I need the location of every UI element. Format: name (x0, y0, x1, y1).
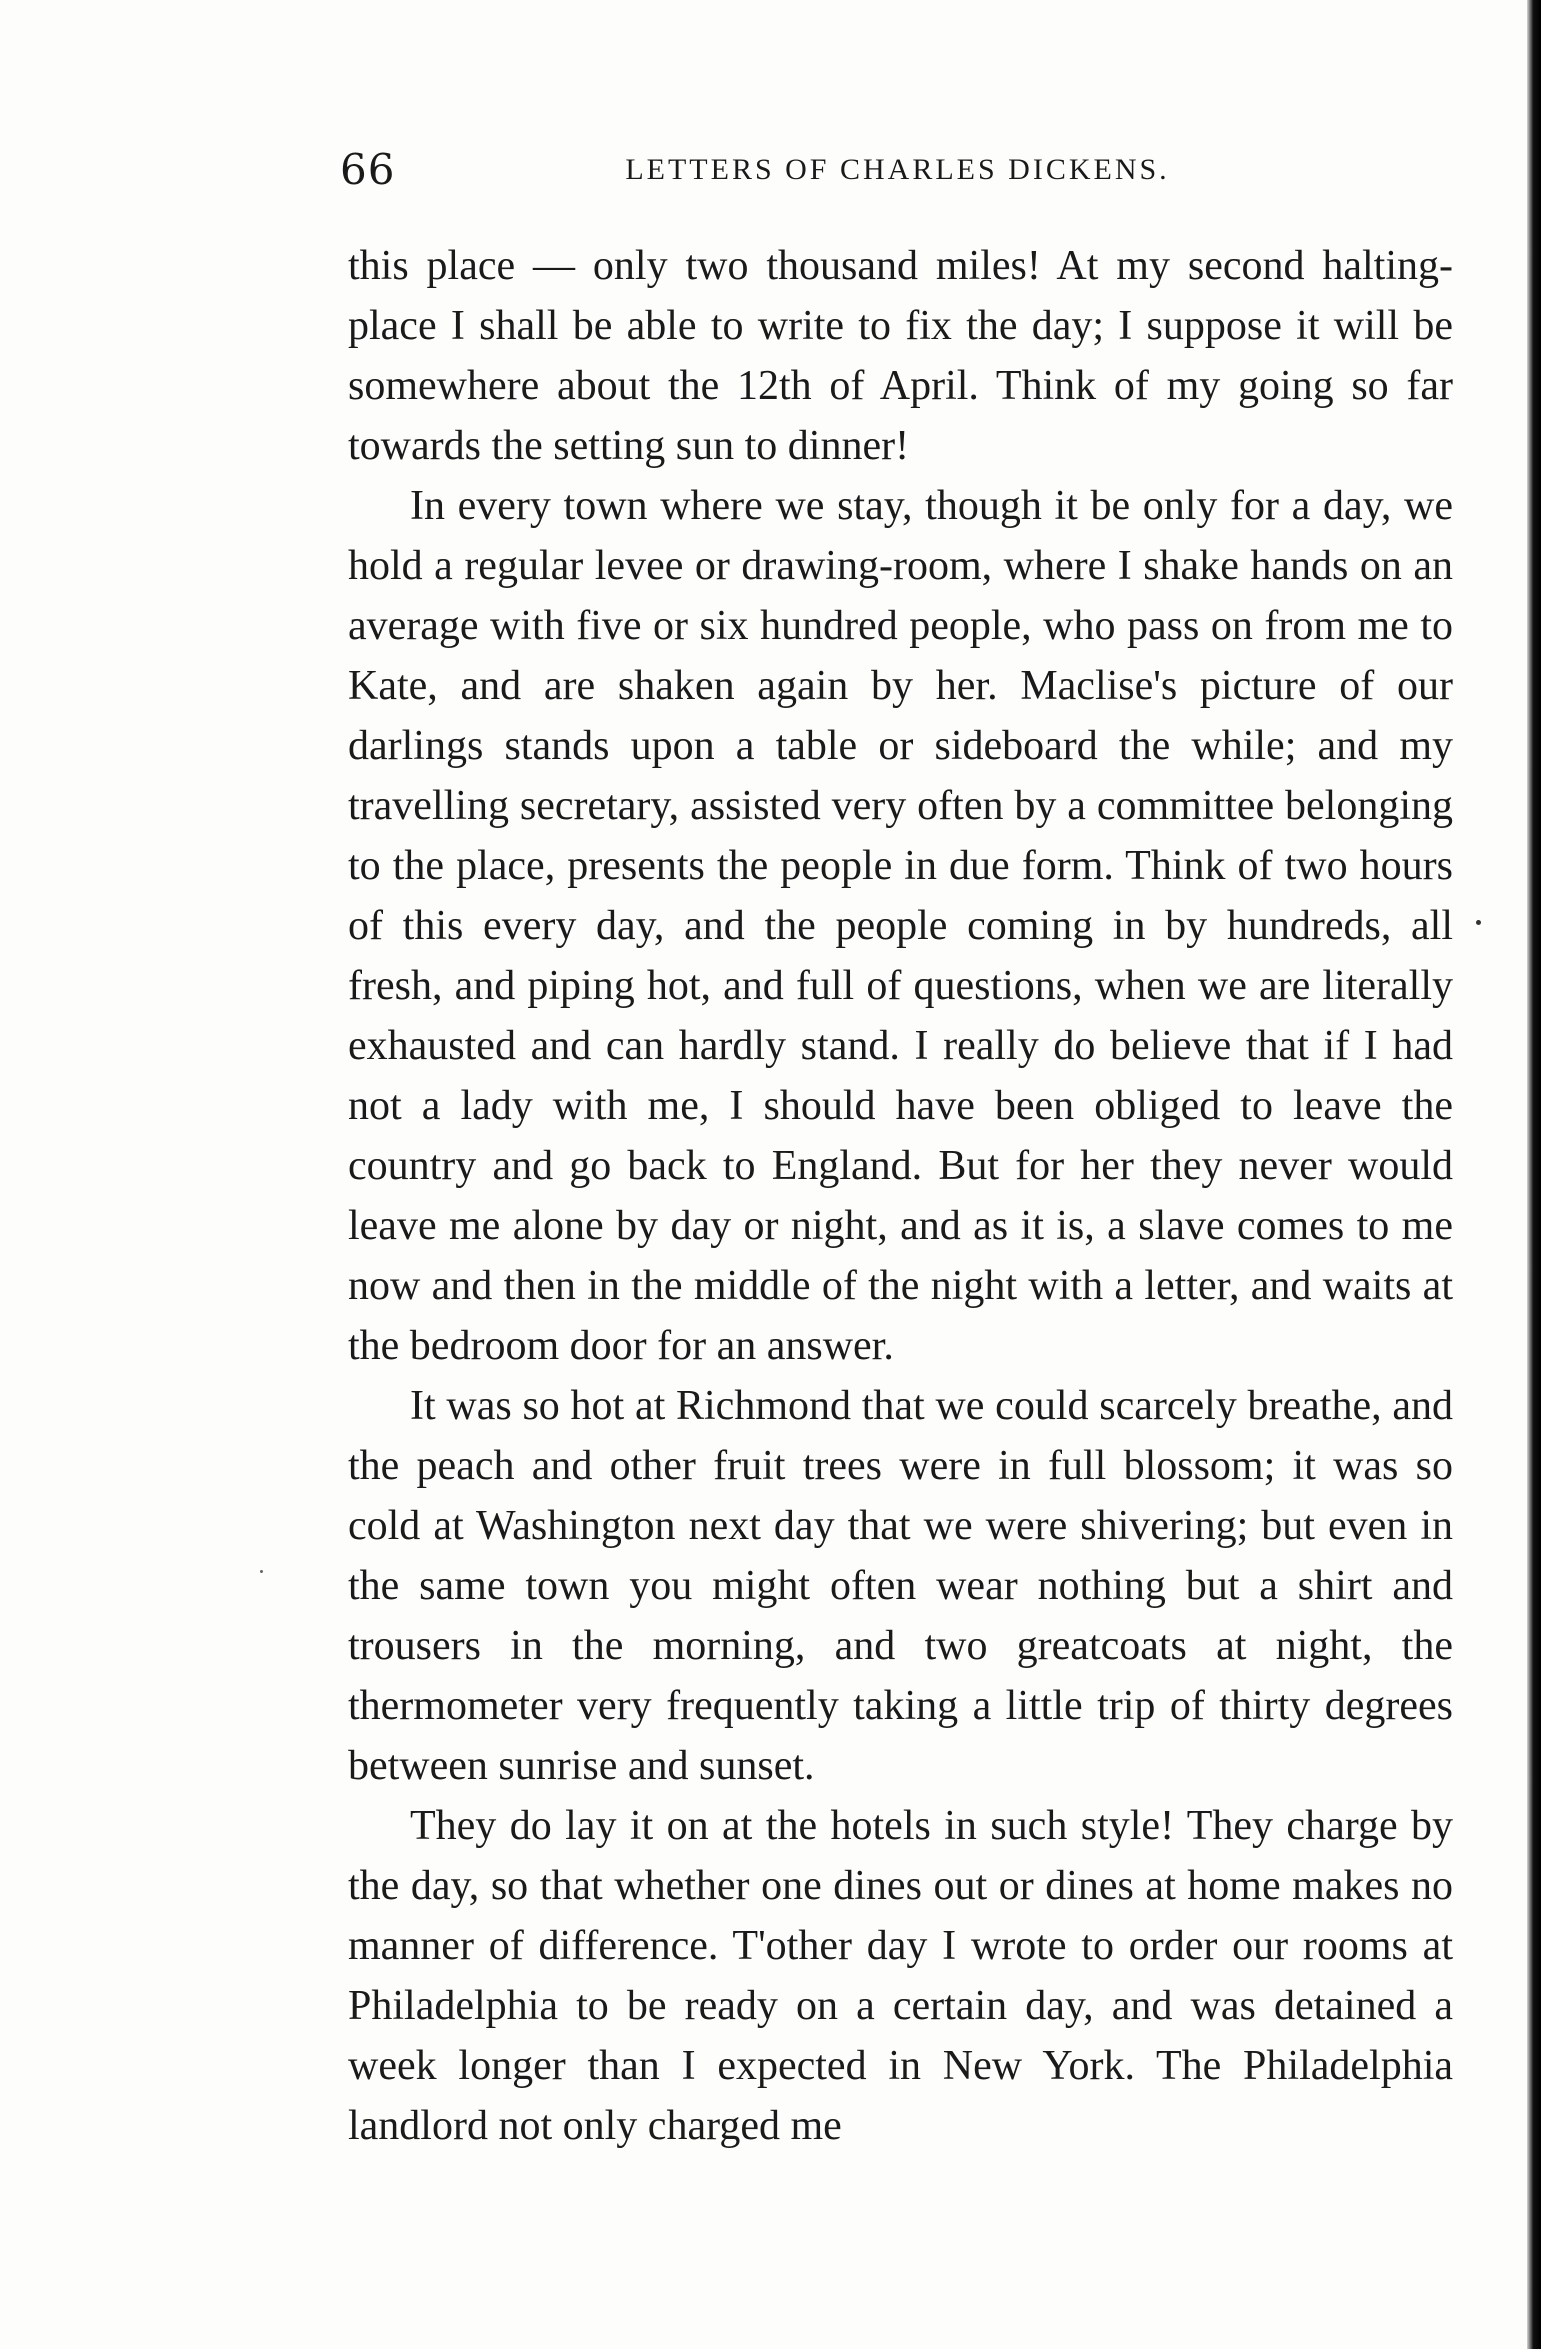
body-text (348, 236, 1453, 2156)
page-number: 66 (340, 145, 396, 194)
margin-mark (260, 1570, 263, 1573)
page-header (340, 140, 1455, 200)
paragraph-continuation: this place — only two thousand miles! At my second halting-place I shall be able to write to fix the day; I suppose it will be somewhere about the 12th of April. Think of my going so far towards the setting sun to dinner! (348, 243, 1453, 469)
margin-speck (1476, 920, 1481, 925)
paragraph-weather: It was so hot at Richmond that we could scarcely breathe, and the peach and other fruit trees were in full blossom; it was so cold at Washington next day that we were shivering; but even in the same town you might often wear nothing but a shirt and trousers in the morning, and two greatcoats at night, the thermometer very frequently taking a little trip of thirty degrees between sunrise and sunset. (348, 1383, 1453, 1789)
paragraph-hotels: They do lay it on at the hotels in such style! They charge by the day, so that whether one dines out or dines at home makes no manner of difference. T'other day I wrote to order our rooms at Philadelphia to be ready on a certain day, and was detained a week longer than I expected in New York. The Philadelphia landlord not only charged me (348, 1803, 1453, 2149)
paragraph-levee: In every town where we stay, though it be only for a day, we hold a regular levee or drawing-room, where I shake hands on an average with five or six hundred people, who pass on from me to Kate, and are shaken again by her. Maclise's picture of our darlings stands upon a table or sideboard the while; and my travelling secretary, assisted very often by a committee belonging to the place, presents the people in due form. Think of two hours of this every day, and the people coming in by hundreds, all fresh, and piping hot, and full of questions, when we are literally exhausted and can hardly stand. I really do believe that if I had not a lady with me, I should have been obliged to leave the country and go back to England. But for her they never would leave me alone by day or night, and as it is, a slave comes to me now and then in the middle of the night with a letter, and waits at the bedroom door for an answer. (348, 483, 1453, 1369)
running-head: LETTERS OF CHARLES DICKENS. (625, 153, 1170, 186)
page-binding-edge (1527, 0, 1541, 2349)
